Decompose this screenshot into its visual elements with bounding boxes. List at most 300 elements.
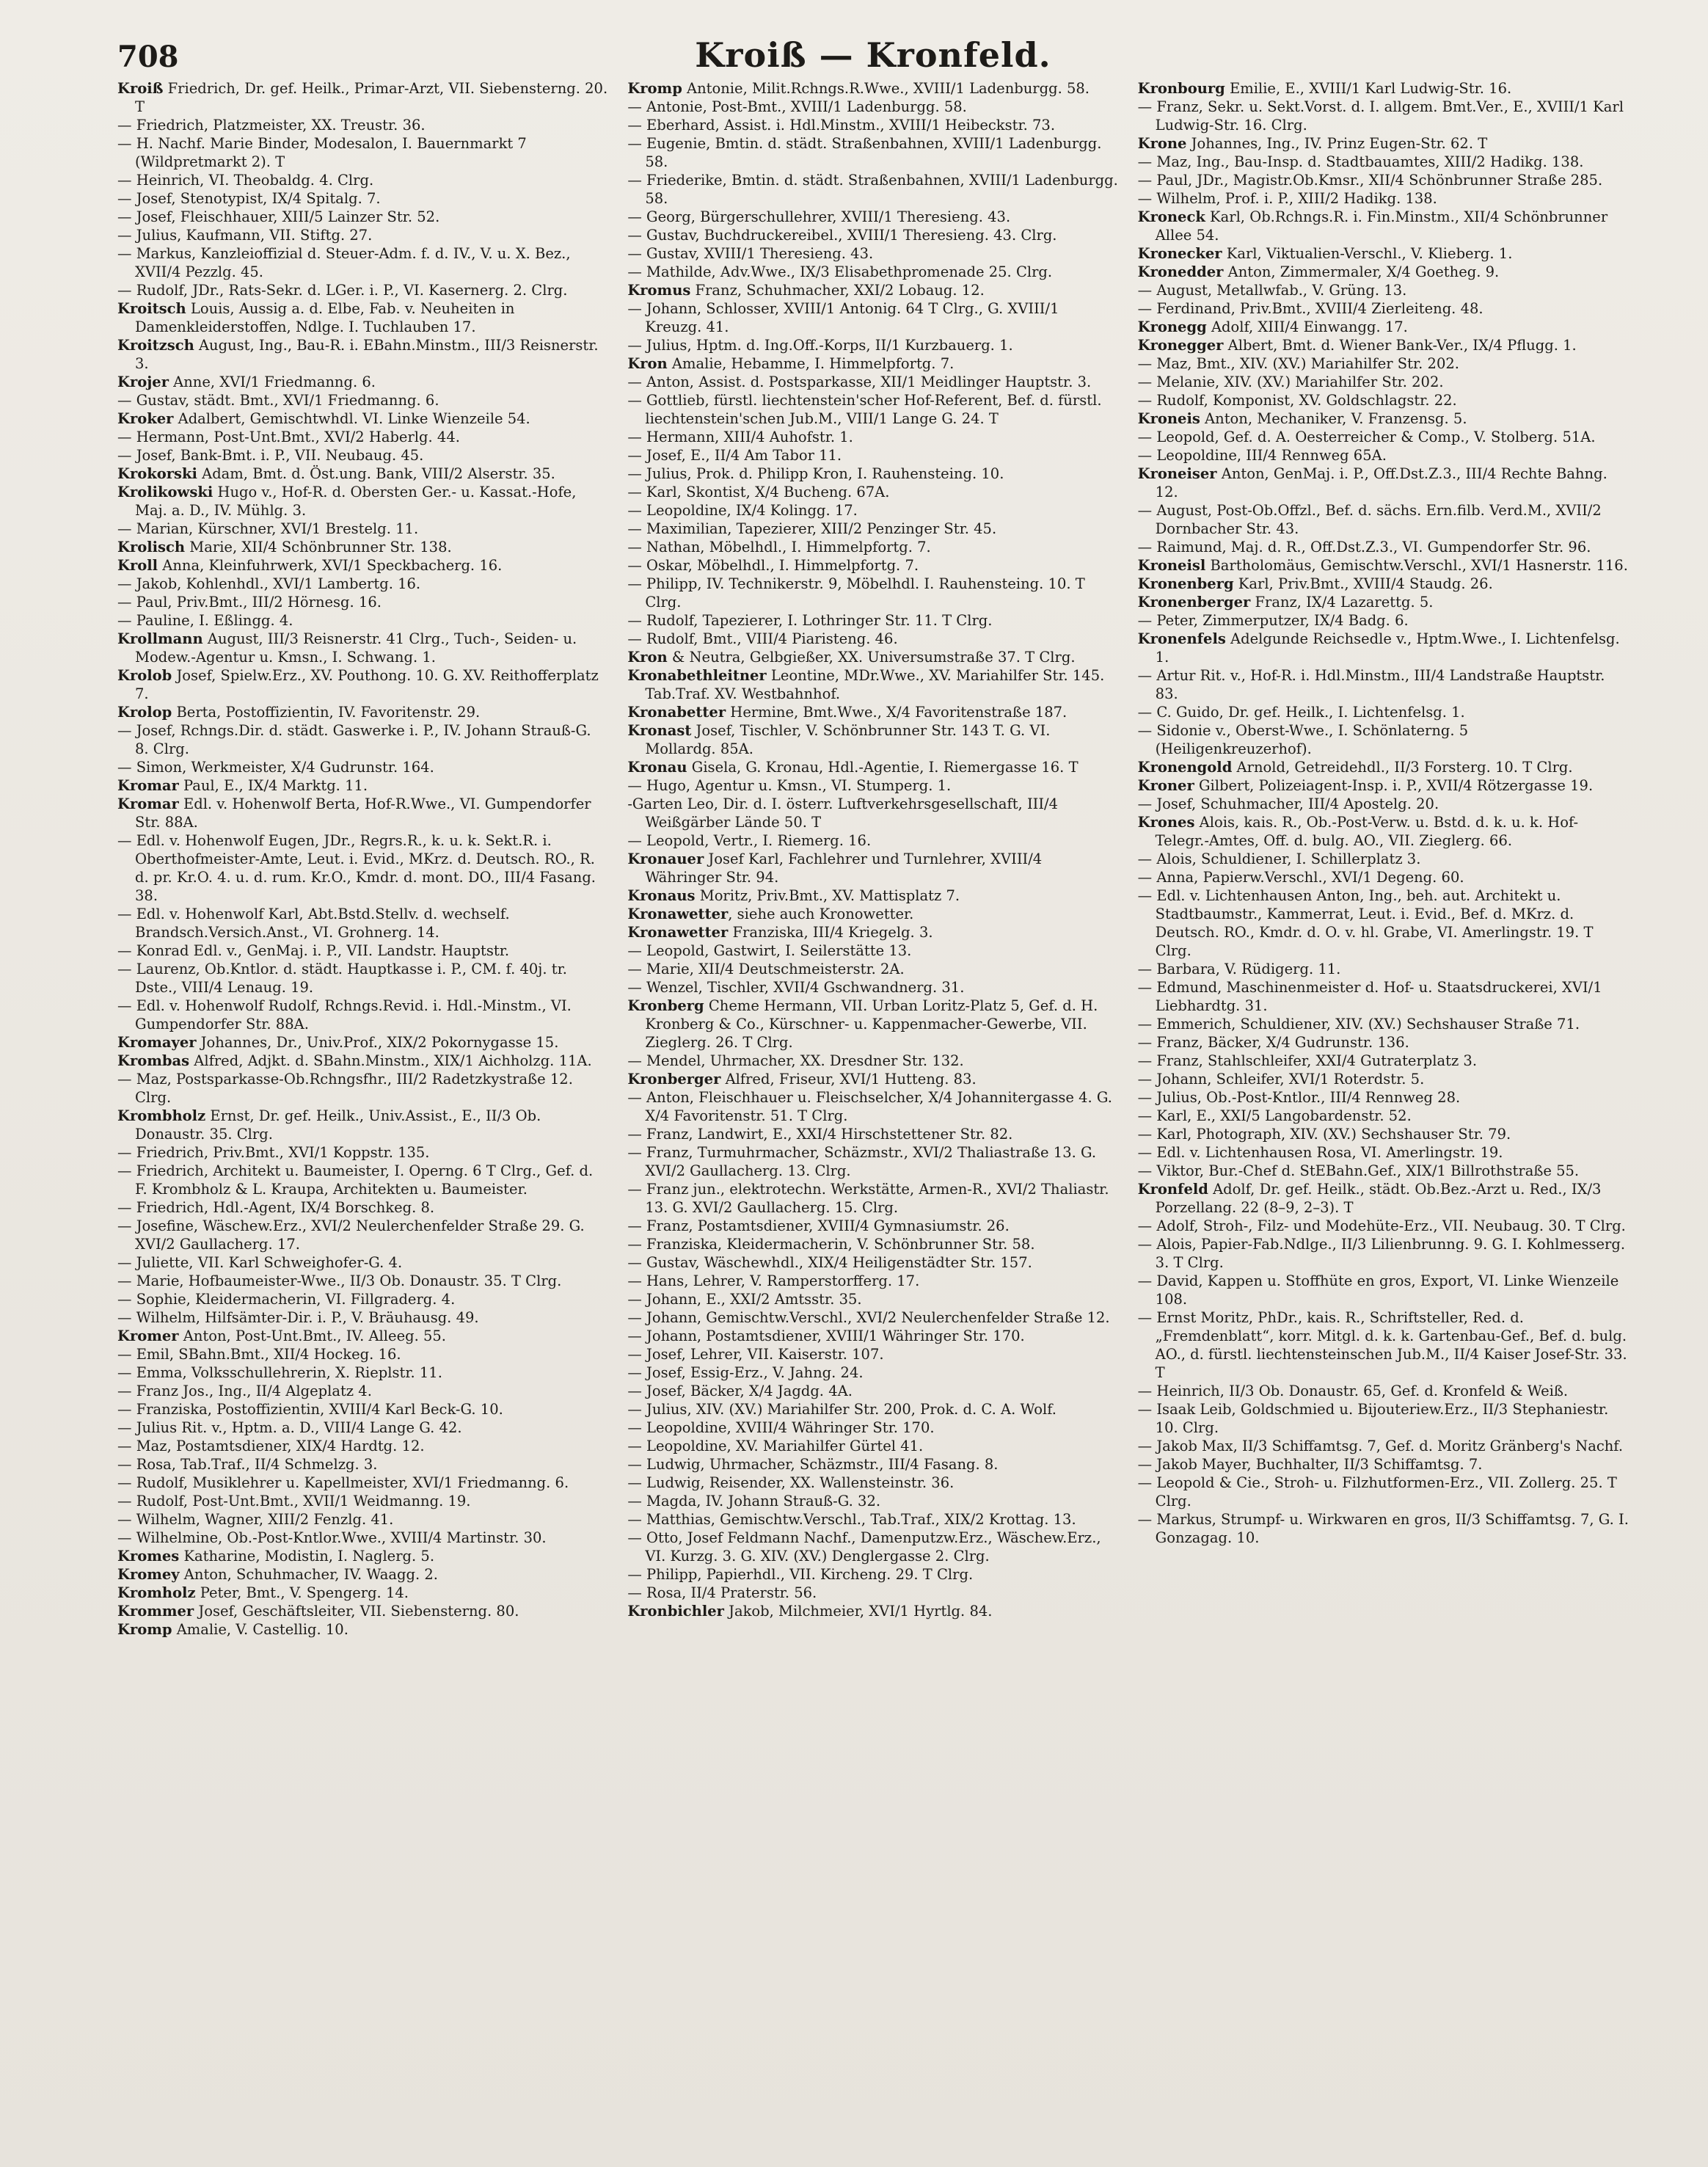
entry-surname: Kronfeld (1137, 1181, 1208, 1198)
directory-entry (627, 1253, 1118, 1272)
directory-entry (117, 666, 608, 703)
directory-entry (1138, 556, 1629, 575)
entry-text: Leontine, MDr.Wwe., XV. Mariahilfer Str. 145. Tab.Traf. XV. Westbahnhof. (645, 667, 1105, 702)
directory-entry (1138, 98, 1629, 134)
directory-entry (1138, 465, 1629, 501)
directory-entry (1138, 501, 1629, 538)
entry-surname: Krone (1137, 135, 1187, 152)
entry-text: — Alois, Papier-Fab.Ndlge., II/3 Lilienbrunng. 9. G. I. Kohlmesserg. 3. T Clrg. (1137, 1236, 1626, 1271)
directory-entry (117, 1253, 608, 1272)
directory-entry (117, 1327, 608, 1345)
entry-text: — Hans, Lehrer, V. Ramperstorfferg. 17. (627, 1272, 920, 1289)
entry-surname: Krombholz (117, 1107, 206, 1124)
entry-text: Karl, Priv.Bmt., XVIII/4 Staudg. 26. (1233, 575, 1493, 592)
directory-entry (627, 501, 1118, 520)
directory-entry (627, 831, 1118, 850)
entry-text: — Johann, Schlosser, XVIII/1 Antonig. 64 T Clrg., G. XVIII/1 Kreuzg. 41. (627, 300, 1059, 335)
entry-text: — Oskar, Möbelhdl., I. Himmelpfortg. 7. (627, 557, 919, 574)
entry-text: Albert, Bmt. d. Wiener Bank-Ver., IX/4 Pflugg. 1. (1223, 337, 1577, 354)
entry-text: — Juliette, VII. Karl Schweighofer-G. 4. (117, 1254, 403, 1271)
entry-text: — Friederike, Bmtin. d. städt. Straßenbahnen, XVIII/1 Ladenburgg. 58. (627, 172, 1118, 207)
directory-entry (627, 1437, 1118, 1455)
entry-text: Alfred, Adjkt. d. SBahn.Minstm., XIX/1 Aichholzg. 11A. (189, 1052, 592, 1069)
entry-text: Anne, XVI/1 Friedmanng. 6. (168, 374, 376, 390)
directory-entry (627, 1418, 1118, 1437)
entry-surname: Kronbichler (627, 1603, 724, 1620)
directory-entry (117, 1290, 608, 1308)
directory-entry (1138, 1107, 1629, 1125)
directory-entry (627, 483, 1118, 501)
entry-text: — Emmerich, Schuldiener, XIV. (XV.) Sechshauser Straße 71. (1137, 1016, 1580, 1032)
entry-text: — Maximilian, Tapezierer, XIII/2 Penzinger Str. 45. (627, 520, 997, 537)
column-2 (627, 79, 1118, 2112)
directory-entry (117, 1070, 608, 1107)
entry-text: Peter, Bmt., V. Spengerg. 14. (195, 1584, 409, 1601)
entry-text: — Josefine, Wäschew.Erz., XVI/2 Neulerchenfelder Straße 29. G. XVI/2 Gaullacherg. 17. (117, 1217, 585, 1253)
entry-text: — Johann, Postamtsdiener, XVIII/1 Währinger Str. 170. (627, 1327, 1025, 1344)
directory-entry (627, 978, 1118, 997)
entry-text: — Isaak Leib, Goldschmied u. Bijouteriew.Erz., II/3 Stephaniestr. 10. Clrg. (1137, 1401, 1609, 1436)
column-3 (1138, 79, 1629, 2112)
directory-entry (117, 721, 608, 758)
entry-text: Anna, Kleinfuhrwerk, XVI/1 Speckbacherg. 16. (158, 557, 503, 574)
entry-text: — Wilhelm, Prof. i. P., XIII/2 Hadikg. 138. (1137, 190, 1437, 207)
entry-text: — Sophie, Kleidermacherin, VI. Fillgraderg. 4. (117, 1291, 456, 1308)
entry-text: — Maz, Postamtsdiener, XIX/4 Hardtg. 12. (117, 1438, 425, 1454)
entry-text: — Karl, E., XXI/5 Langobardenstr. 52. (1137, 1107, 1412, 1124)
entry-text: — Nathan, Möbelhdl., I. Himmelpfortg. 7. (627, 539, 931, 556)
directory-entry (117, 336, 608, 373)
entry-text: — Franz, Bäcker, X/4 Gudrunstr. 136. (1137, 1034, 1409, 1051)
directory-entry (1138, 886, 1629, 960)
entry-surname: Kroneisl (1137, 557, 1206, 574)
entry-text: — August, Metallwfab., V. Grüng. 13. (1137, 282, 1407, 299)
entry-text: — Rudolf, Post-Unt.Bmt., XVII/1 Weidmanng. 19. (117, 1493, 471, 1509)
entry-text: — Josef, Rchngs.Dir. d. städt. Gaswerke i. P., IV. Johann Strauß-G. 8. Clrg. (117, 722, 591, 757)
directory-entry (1138, 428, 1629, 446)
directory-entry (627, 171, 1118, 208)
entry-text: — Friedrich, Priv.Bmt., XVI/1 Koppstr. 135. (117, 1144, 430, 1161)
directory-entry (627, 611, 1118, 630)
directory-entry (627, 997, 1118, 1052)
entry-text: — Julius, Prok. d. Philipp Kron, I. Rauhensteing. 10. (627, 465, 1004, 482)
entry-text: Gilbert, Polizeiagent-Insp. i. P., XVII/4 Rötzergasse 19. (1194, 777, 1594, 794)
entry-text: Amalie, Hebamme, I. Himmelpfortg. 7. (667, 355, 955, 372)
entry-text: — Gottlieb, fürstl. liechtenstein'scher Hof-Referent, Bef. d. fürstl. liechtenstein'schen Jub.M., VIII/1 Lange G. 24. T (627, 392, 1102, 427)
entry-text: — Leopold & Cie., Stroh- u. Filzhutformen-Erz., VII. Zollerg. 25. T Clrg. (1137, 1474, 1617, 1509)
entry-text: — Josef, Fleischhauer, XIII/5 Lainzer Str. 52. (117, 208, 440, 225)
directory-entry (1138, 244, 1629, 263)
directory-entry (627, 776, 1118, 795)
entry-text: Ernst, Dr. gef. Heilk., Univ.Assist., E., II/3 Ob. Donaustr. 35. Clrg. (135, 1107, 541, 1143)
directory-entry (117, 1584, 608, 1602)
entry-surname: Kroner (1137, 777, 1194, 794)
directory-entry (627, 1492, 1118, 1510)
entry-text: — Antonie, Post-Bmt., XVIII/1 Ladenburgg. 58. (627, 98, 967, 115)
entry-text: — Anton, Fleischhauer u. Fleischselcher, X/4 Johannitergasse 4. G. X/4 Favoritenstr. 51. T Clrg. (627, 1089, 1112, 1124)
directory-entry (627, 79, 1118, 98)
directory-entry (117, 611, 608, 630)
directory-entry (117, 1382, 608, 1400)
directory-entry (117, 593, 608, 611)
directory-entry (627, 1088, 1118, 1125)
directory-entry (627, 263, 1118, 281)
directory-entry (1138, 281, 1629, 299)
directory-entry (627, 336, 1118, 354)
entry-text: — Adolf, Stroh-, Filz- und Modehüte-Erz., VII. Neubaug. 30. T Clrg. (1137, 1217, 1626, 1234)
entry-text: — Friedrich, Platzmeister, XX. Treustr. 36. (117, 117, 426, 134)
entry-text: Anton, GenMaj. i. P., Off.Dst.Z.3., III/4 Rechte Bahng. 12. (1155, 465, 1607, 500)
directory-entry (1138, 318, 1629, 336)
directory-entry (117, 299, 608, 336)
directory-entry (117, 1345, 608, 1363)
directory-entry (1138, 1437, 1629, 1455)
entry-text: Amalie, V. Castellig. 10. (172, 1621, 348, 1638)
directory-entry (627, 465, 1118, 483)
entry-surname: Kromp (627, 80, 682, 97)
entry-text: — Rudolf, JDr., Rats-Sekr. d. LGer. i. P., VI. Kasernerg. 2. Clrg. (117, 282, 568, 299)
directory-entry (117, 1400, 608, 1418)
directory-entry (627, 1143, 1118, 1180)
entry-text: — C. Guido, Dr. gef. Heilk., I. Lichtenfelsg. 1. (1137, 704, 1465, 721)
entry-text: Karl, Viktualien-Verschl., V. Klieberg. 1. (1222, 245, 1513, 262)
directory-entry (627, 208, 1118, 226)
directory-entry (627, 850, 1118, 886)
entry-text: — Jakob, Kohlenhdl., XVI/1 Lambertg. 16. (117, 575, 421, 592)
directory-entry (117, 208, 608, 226)
entry-text: — Franz, Postamtsdiener, XVIII/4 Gymnasiumstr. 26. (627, 1217, 1010, 1234)
directory-entry (117, 1492, 608, 1510)
directory-entry (117, 1455, 608, 1474)
directory-entry (1138, 868, 1629, 886)
directory-entry (1138, 1510, 1629, 1547)
directory-entry (1138, 189, 1629, 208)
entry-text: — Jakob Mayer, Buchhalter, II/3 Schiffamtsg. 7. (1137, 1456, 1483, 1473)
directory-entry (627, 648, 1118, 666)
directory-entry (117, 776, 608, 795)
entry-text: — Sidonie v., Oberst-Wwe., I. Schönlaterng. 5 (Heiligenkreuzerhof). (1137, 722, 1469, 757)
directory-entry (117, 556, 608, 575)
entry-text: Karl, Ob.Rchngs.R. i. Fin.Minstm., XII/4 Schönbrunner Allee 54. (1155, 208, 1608, 244)
directory-entry (1138, 1455, 1629, 1474)
directory-entry (627, 391, 1118, 428)
entry-text: Alfred, Friseur, XVI/1 Hutteng. 83. (720, 1071, 977, 1088)
directory-entry (117, 758, 608, 776)
directory-entry (627, 1400, 1118, 1418)
directory-entry (117, 281, 608, 299)
entry-text: — Pauline, I. Eßlingg. 4. (117, 612, 293, 629)
directory-entry (1138, 1272, 1629, 1308)
entry-text: Adam, Bmt. d. Öst.ung. Bank, VIII/2 Alserstr. 35. (197, 465, 555, 482)
directory-entry (117, 226, 608, 244)
directory-entry (627, 116, 1118, 134)
page-number: 708 (117, 40, 179, 74)
entry-text: — Gustav, XVIII/1 Theresieng. 43. (627, 245, 874, 262)
entry-text: — Josef, Schuhmacher, III/4 Apostelg. 20. (1137, 795, 1439, 812)
entry-text: — Heinrich, VI. Theobaldg. 4. Clrg. (117, 172, 374, 189)
entry-text: — Julius, Hptm. d. Ing.Off.-Korps, II/1 Kurzbauerg. 1. (627, 337, 1013, 354)
entry-text: — Edl. v. Hohenwolf Rudolf, Rchngs.Revid. i. Hdl.-Minstm., VI. Gumpendorfer Str. 88A. (117, 997, 572, 1032)
column-1 (117, 79, 608, 2112)
entry-text: — Hermann, Post-Unt.Bmt., XVI/2 Haberlg. 44. (117, 429, 460, 445)
directory-entry (1138, 1015, 1629, 1033)
directory-entry (117, 1162, 608, 1198)
directory-entry (117, 1033, 608, 1052)
entry-text: — Eberhard, Assist. i. Hdl.Minstm., XVIII/1 Heibeckstr. 73. (627, 117, 1056, 134)
entry-text: Katharine, Modistin, I. Naglerg. 5. (179, 1548, 435, 1565)
entry-text: — Maz, Postsparkasse-Ob.Rchngsfhr., III/2 Radetzkystraße 12. Clrg. (117, 1071, 573, 1106)
entry-text: — Marie, XII/4 Deutschmeisterstr. 2A. (627, 961, 905, 977)
entry-text: — Leopold, Gef. d. A. Oesterreicher & Comp., V. Stolberg. 51A. (1137, 429, 1596, 445)
entry-text: — Anna, Papierw.Verschl., XVI/1 Degeng. 60. (1137, 869, 1464, 886)
entry-text: — Julius, XIV. (XV.) Mariahilfer Str. 200, Prok. d. C. A. Wolf. (627, 1401, 1056, 1418)
entry-text: Franziska, III/4 Kriegelg. 3. (728, 924, 933, 941)
directory-entry (627, 1308, 1118, 1327)
directory-entry (117, 997, 608, 1033)
entry-text: Paul, E., IX/4 Marktg. 11. (178, 777, 368, 794)
entry-text: — Franz, Turmuhrmacher, Schäzmstr., XVI/2 Thaliastraße 13. G. XVI/2 Gaullacherg. 13. Clrg. (627, 1144, 1097, 1179)
entry-text: — Hugo, Agentur u. Kmsn., VI. Stumperg. 1. (627, 777, 952, 794)
entry-surname: Kroneck (1137, 208, 1205, 225)
directory-entry (117, 483, 608, 520)
entry-text: — Rudolf, Tapezierer, I. Lothringer Str. 11. T Clrg. (627, 612, 993, 629)
directory-entry (1138, 1088, 1629, 1107)
entry-text: — Leopoldine, XV. Mariahilfer Gürtel 41. (627, 1438, 924, 1454)
entry-text: Anton, Zimmermaler, X/4 Goetheg. 9. (1223, 263, 1500, 280)
directory-entry (627, 1565, 1118, 1584)
directory-entry (627, 905, 1118, 923)
entry-text: — Marie, Hofbaumeister-Wwe., II/3 Ob. Donaustr. 35. T Clrg. (117, 1272, 562, 1289)
entry-text: — August, Post-Ob.Offzl., Bef. d. sächs. Ern.filb. Verd.M., XVII/2 Dornbacher Str. 43. (1137, 502, 1602, 537)
entry-surname: Kron (627, 649, 668, 666)
entry-text: Jakob, Milchmeier, XVI/1 Hyrtlg. 84. (723, 1603, 993, 1620)
entry-text: — Otto, Josef Feldmann Nachf., Damenputzw.Erz., Wäschew.Erz., VI. Kurzg. 3. G. XIV. (XV.) Denglergasse 2. Clrg. (627, 1529, 1101, 1565)
entry-surname: Kroneis (1137, 410, 1200, 427)
entry-text: — Friedrich, Architekt u. Baumeister, I. Operng. 6 T Clrg., Gef. d. F. Krombholz & L. Kraupa, Architekten u. Baumeister. (117, 1162, 594, 1198)
entry-text: — Artur Rit. v., Hof-R. i. Hdl.Minstm., III/4 Landstraße Hauptstr. 83. (1137, 667, 1605, 702)
directory-entry (117, 1143, 608, 1162)
entry-text: — Magda, IV. Johann Strauß-G. 32. (627, 1493, 881, 1509)
directory-entry (627, 1290, 1118, 1308)
directory-entry (1138, 208, 1629, 244)
entry-surname: Kroker (117, 410, 174, 427)
entry-text: — Paul, Priv.Bmt., III/2 Hörnesg. 16. (117, 594, 382, 611)
entry-text: — Gustav, Buchdruckereibel., XVIII/1 Theresieng. 43. Clrg. (627, 227, 1057, 244)
entry-text: — Edmund, Maschinenmeister d. Hof- u. Staatsdruckerei, XVI/1 Liebhardtg. 31. (1137, 979, 1602, 1014)
entry-surname: Kroitzsch (117, 337, 194, 354)
directory-entry (627, 1345, 1118, 1363)
entry-surname: Kronabetter (627, 704, 726, 721)
entry-text: — Franz, Landwirt, E., XXI/4 Hirschstettener Str. 82. (627, 1126, 1013, 1143)
directory-entry (627, 758, 1118, 776)
directory-entry (627, 1217, 1118, 1235)
directory-entry (117, 1510, 608, 1529)
entry-text: — Franz Jos., Ing., II/4 Algeplatz 4. (117, 1383, 372, 1399)
directory-entry (1138, 776, 1629, 795)
entry-text: Edl. v. Hohenwolf Berta, Hof-R.Wwe., VI. Gumpendorfer Str. 88A. (135, 795, 591, 831)
directory-entry (1138, 960, 1629, 978)
entry-text: — Wilhelm, Wagner, XIII/2 Fenzlg. 41. (117, 1511, 394, 1528)
entry-text: — Konrad Edl. v., GenMaj. i. P., VII. Landstr. Hauptstr. (117, 942, 510, 959)
directory-entry (627, 630, 1118, 648)
directory-entry (627, 1363, 1118, 1382)
directory-entry (1138, 721, 1629, 758)
directory-entry (1138, 391, 1629, 409)
entry-surname: Kroiß (117, 80, 164, 97)
entry-text: — Ludwig, Uhrmacher, Schäzmstr., III/4 Fasang. 8. (627, 1456, 999, 1473)
entry-text: — Edl. v. Hohenwolf Eugen, JDr., Regrs.R., k. u. k. Sekt.R. i. Oberthofmeister-Amte, Leut. i. Evid., MKrz. d. Deutsch. RO., R. d. pr. Kr.O. 4. u. d. rum. Kr.O., Kmdr. d. mont. DO., III/4 Fasang. 38. (117, 832, 596, 904)
entry-text: — Franz, Stahlschleifer, XXI/4 Gutraterplatz 3. (1137, 1052, 1478, 1069)
directory-entry (117, 1217, 608, 1253)
entry-text: — Maz, Ing., Bau-Insp. d. Stadtbauamtes, XIII/2 Hadikg. 138. (1137, 153, 1584, 170)
entry-text: — Simon, Werkmeister, X/4 Gudrunstr. 164. (117, 759, 434, 776)
directory-entry (1138, 978, 1629, 1015)
entry-surname: Krollmann (117, 630, 203, 647)
entry-text: Arnold, Getreidehdl., II/3 Forsterg. 10. T Clrg. (1232, 759, 1573, 776)
entry-surname: Kronawetter (627, 924, 729, 941)
directory-entry (117, 703, 608, 721)
directory-entry (1138, 336, 1629, 354)
entry-surname: Krolop (117, 704, 172, 721)
directory-entry (117, 1308, 608, 1327)
directory-entry (117, 1474, 608, 1492)
directory-entry (117, 1547, 608, 1565)
directory-entry (627, 1529, 1118, 1565)
entry-text: — Georg, Bürgerschullehrer, XVIII/1 Theresieng. 43. (627, 208, 1011, 225)
entry-text: — Edl. v. Hohenwolf Karl, Abt.Bstd.Stellv. d. wechself. Brandsch.Versich.Anst., VI. Grohnerg. 14. (117, 906, 510, 941)
directory-entry (117, 831, 608, 905)
entry-surname: Kromar (117, 795, 179, 812)
directory-entry (1138, 630, 1629, 666)
directory-entry (627, 721, 1118, 758)
entry-text: Friedrich, Dr. gef. Heilk., Primar-Arzt, VII. Siebensterng. 20. T (135, 80, 608, 115)
entry-surname: Kroneiser (1137, 465, 1217, 482)
entry-text: Anton, Schuhmacher, IV. Waagg. 2. (179, 1566, 438, 1583)
directory-entry (627, 1455, 1118, 1474)
directory-entry (1138, 850, 1629, 868)
directory-entry (117, 905, 608, 942)
entry-text: — Markus, Strumpf- u. Wirkwaren en gros, II/3 Schiffamtsg. 7, G. I. Gonzagag. 10. (1137, 1511, 1629, 1546)
entry-text: — Josef, Essig-Erz., V. Jahng. 24. (627, 1364, 864, 1381)
directory-entry (1138, 703, 1629, 721)
entry-text: — Melanie, XIV. (XV.) Mariahilfer Str. 202. (1137, 374, 1444, 390)
entry-text: — Johann, Gemischtw.Verschl., XVI/2 Neulerchenfelder Straße 12. (627, 1309, 1110, 1326)
directory-entry (627, 1070, 1118, 1088)
directory-entry (1138, 575, 1629, 593)
directory-entry (1138, 1400, 1629, 1437)
directory-entry (627, 942, 1118, 960)
entry-surname: Kromer (117, 1327, 179, 1344)
directory-entry (117, 134, 608, 171)
directory-entry (627, 538, 1118, 556)
directory-entry (117, 1418, 608, 1437)
entry-surname: Kromp (117, 1621, 172, 1638)
entry-text: — Raimund, Maj. d. R., Off.Dst.Z.3., VI. Gumpendorfer Str. 96. (1137, 539, 1591, 556)
entry-surname: Kroll (117, 557, 158, 574)
directory-entry (117, 1363, 608, 1382)
directory-entry (627, 134, 1118, 171)
entry-text: August, Ing., Bau-R. i. EBahn.Minstm., III/3 Reisnerstr. 3. (135, 337, 599, 372)
entry-text: — Karl, Photograph, XIV. (XV.) Sechshauser Str. 79. (1137, 1126, 1511, 1143)
entry-text: — Josef, Bank-Bmt. i. P., VII. Neubaug. 45. (117, 447, 424, 464)
entry-text: — Johann, E., XXI/2 Amtsstr. 35. (627, 1291, 862, 1308)
directory-entry (627, 354, 1118, 373)
directory-entry (1138, 1162, 1629, 1180)
directory-entry (117, 409, 608, 428)
directory-entry (1138, 1308, 1629, 1382)
entry-surname: Kromes (117, 1548, 180, 1565)
entry-text: — Leopoldine, XVIII/4 Währinger Str. 170. (627, 1419, 935, 1436)
entry-text: Moritz, Priv.Bmt., XV. Mattisplatz 7. (695, 887, 960, 904)
directory-entry (627, 1327, 1118, 1345)
directory-entry (627, 1272, 1118, 1290)
entry-text: Josef Karl, Fachlehrer und Turnlehrer, XVIII/4 Währinger Str. 94. (645, 851, 1043, 886)
entry-text: — Ferdinand, Priv.Bmt., XVIII/4 Zierleiteng. 48. (1137, 300, 1483, 317)
entry-text: — Hermann, XIII/4 Auhofstr. 1. (627, 429, 853, 445)
entry-text: Alois, kais. R., Ob.-Post-Verw. u. Bstd. d. k. u. k. Hof-Telegr.-Amtes, Off. d. bulg. AO., VII. Zieglerg. 66. (1155, 814, 1579, 849)
entry-surname: Kromey (117, 1566, 180, 1583)
entry-text: — Franz jun., elektrotechn. Werkstätte, Armen-R., XVI/2 Thaliastr. 13. G. XVI/2 Gaullacherg. 15. Clrg. (627, 1181, 1109, 1216)
entry-text: Franz, Schuhmacher, XXI/2 Lobaug. 12. (690, 282, 985, 299)
entry-text: — Emil, SBahn.Bmt., XII/4 Hockeg. 16. (117, 1346, 401, 1363)
directory-entry (627, 281, 1118, 299)
directory-entry (117, 520, 608, 538)
entry-surname: Kronegger (1137, 337, 1224, 354)
entry-text: — Anton, Assist. d. Postsparkasse, XII/1 Meidlinger Hauptstr. 3. (627, 374, 1092, 390)
entry-text: — Rudolf, Komponist, XV. Goldschlagstr. 22. (1137, 392, 1457, 409)
entry-surname: Krokorski (117, 465, 197, 482)
entry-text: Berta, Postoffizientin, IV. Favoritenstr. 29. (172, 704, 481, 721)
directory-entry (117, 391, 608, 409)
entry-text: Hugo v., Hof-R. d. Obersten Ger.- u. Kassat.-Hofe, Maj. a. D., IV. Mühlg. 3. (135, 484, 577, 519)
entry-surname: Kromar (117, 777, 179, 794)
entry-surname: Krojer (117, 374, 169, 390)
entry-text: — Eugenie, Bmtin. d. städt. Straßenbahnen, XVIII/1 Ladenburgg. 58. (627, 135, 1102, 170)
directory-entry (1138, 299, 1629, 318)
entry-text: — Julius, Ob.-Post-Kntlor., III/4 Rennweg 28. (1137, 1089, 1461, 1106)
directory-entry (117, 1620, 608, 1639)
entry-text: — Julius, Kaufmann, VII. Stiftg. 27. (117, 227, 373, 244)
directory-entry (1138, 758, 1629, 776)
directory-entry (1138, 813, 1629, 850)
entry-text: — Karl, Skontist, X/4 Bucheng. 67A. (627, 484, 890, 500)
directory-entry (1138, 171, 1629, 189)
entry-surname: Krones (1137, 814, 1195, 831)
entry-text: — Maz, Bmt., XIV. (XV.) Mariahilfer Str. 202. (1137, 355, 1459, 372)
directory-entry (1138, 1382, 1629, 1400)
entry-text: — Ludwig, Reisender, XX. Wallensteinstr. 36. (627, 1474, 955, 1491)
entry-text: — Philipp, Papierhdl., VII. Kircheng. 29. T Clrg. (627, 1566, 974, 1583)
directory-entry (1138, 666, 1629, 703)
page-title: Kroiß — Kronfeld. (695, 35, 1051, 75)
directory-entry (117, 942, 608, 960)
entry-surname: Kroitsch (117, 300, 186, 317)
entry-text: — Josef, E., II/4 Am Tabor 11. (627, 447, 842, 464)
directory-entry (627, 446, 1118, 465)
entry-surname: Kromholz (117, 1584, 196, 1601)
directory-entry (117, 1437, 608, 1455)
entry-text: — Gustav, städt. Bmt., XVI/1 Friedmanng. 6. (117, 392, 439, 409)
entry-text: — Leopoldine, III/4 Rennweg 65A. (1137, 447, 1387, 464)
entry-text: — Wilhelm, Hilfsämter-Dir. i. P., V. Bräuhausg. 49. (117, 1309, 479, 1326)
directory-entry (1138, 1474, 1629, 1510)
directory-entry (627, 98, 1118, 116)
directory-entry (1138, 795, 1629, 813)
entry-surname: Kronegg (1137, 318, 1207, 335)
entry-text: — Wilhelmine, Ob.-Post-Kntlor.Wwe., XVIII/4 Martinstr. 30. (117, 1529, 547, 1546)
entry-text: -Garten Leo, Dir. d. I. österr. Luftverkehrsgesellschaft, III/4 Weißgärber Lände 50. T (627, 795, 1059, 831)
directory-entry (117, 1565, 608, 1584)
